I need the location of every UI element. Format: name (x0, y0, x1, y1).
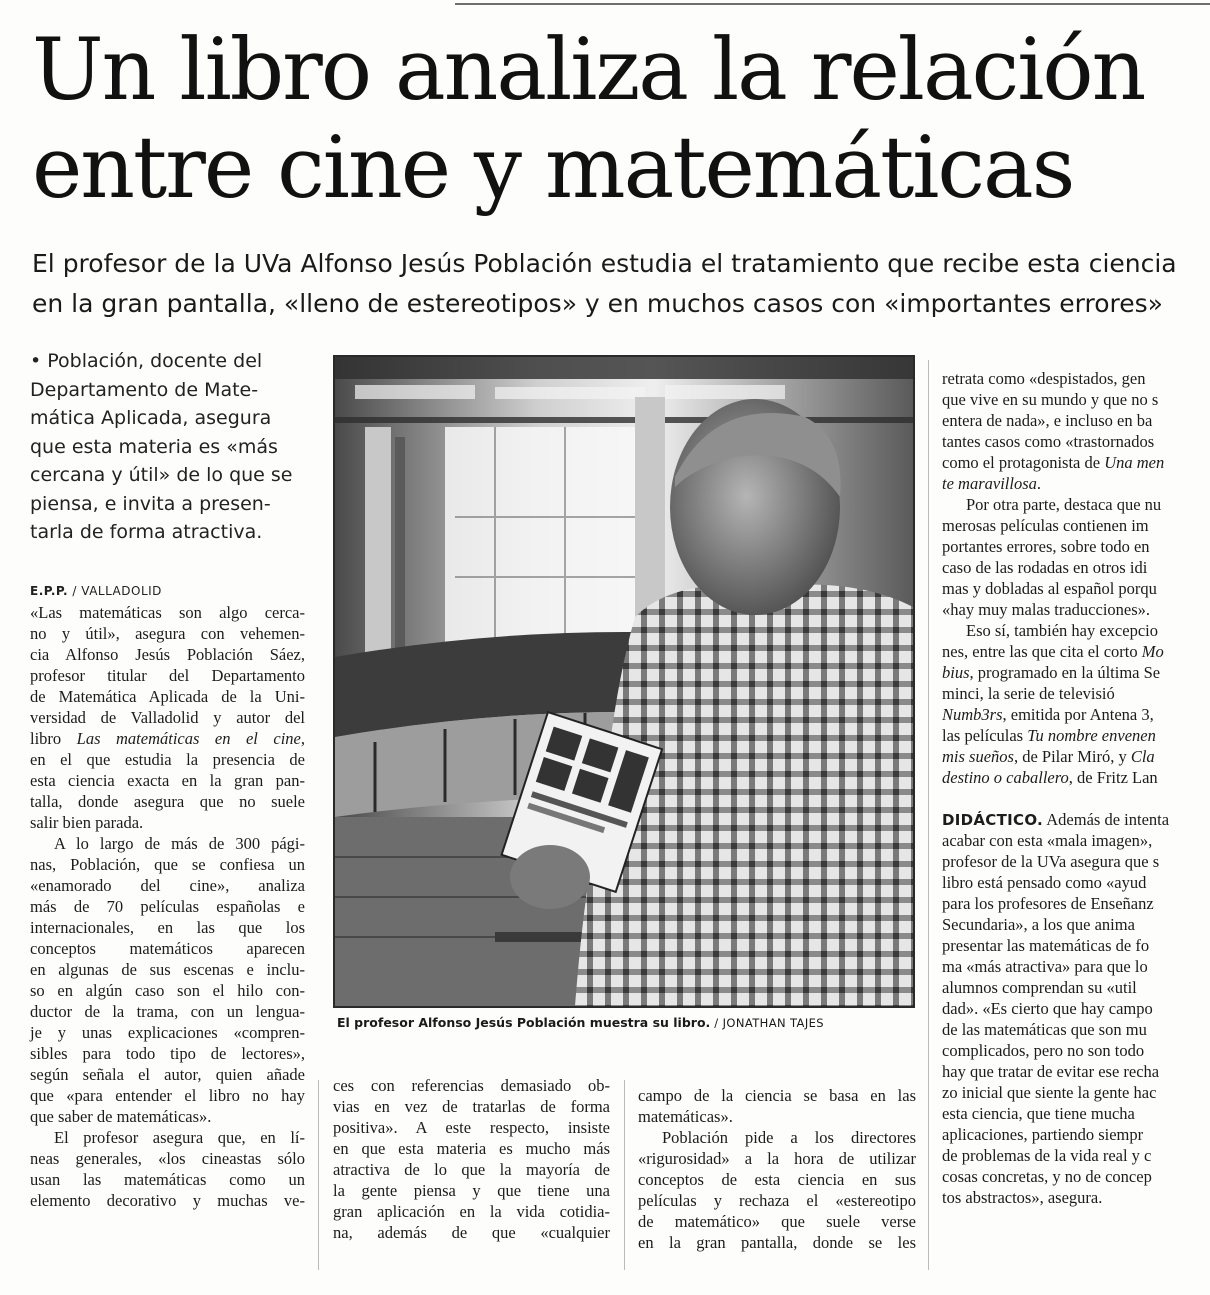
subheadline-line-1: El profesor de la UVa Alfonso Jesús Población estudia el tratamiento que recibe esta ciencia (32, 249, 1177, 278)
photo-credit: / JONATHAN TAJES (714, 1016, 824, 1030)
photo-illustration (335, 357, 913, 1006)
text-line: que «para entender el libro no hay (30, 1086, 305, 1105)
text-line: complicados, pero no son todo (942, 1041, 1145, 1060)
text-line: esta ciencia exacta en la gran pan- (30, 771, 305, 790)
text-line: internacionales, en las que los (30, 918, 305, 937)
text-line: no y útil», asegura con vehemen- (30, 624, 305, 643)
text-line: Secundaria», a los que anima (942, 915, 1135, 934)
text-line: de problemas de la vida real y c (942, 1146, 1152, 1165)
text-line: películas y rechaza el «estereotipo (638, 1191, 916, 1210)
text-line: Población pide a los directores (662, 1128, 916, 1147)
headline-line-2: entre cine y matemáticas (32, 119, 1074, 218)
top-rule (455, 3, 1210, 5)
text-line: profesor titular del Departamento (30, 666, 305, 685)
text-line: en que esta materia es mucho más (333, 1139, 610, 1158)
text-line: presentar las matemáticas de fo (942, 936, 1150, 955)
text-line: mas y dobladas al español porqu (942, 579, 1157, 598)
text-line: retrata como «despistados, gen (942, 369, 1146, 388)
text-line: Eso sí, también hay excepcio (966, 621, 1158, 640)
text-line: minci, la serie de televisió (942, 684, 1115, 703)
text-line: ces con referencias demasiado ob- (333, 1076, 610, 1095)
lead-line: • Población, docente del (30, 350, 263, 372)
text-line: en algunas de sus escenas e inclu- (30, 960, 305, 979)
subheadline-line-2: en la gran pantalla, «lleno de estereotipos» y en muchos casos con «importantes errores» (32, 289, 1163, 318)
lead-line: mática Aplicada, asegura (30, 407, 272, 429)
text-line: dad». «Es cierto que hay campo (942, 999, 1153, 1018)
text-line: entera de nada», e incluso en ba (942, 411, 1153, 430)
text-line: según señala el autor, quien añade (30, 1065, 305, 1084)
text-line: Por otra parte, destaca que nu (966, 495, 1162, 514)
text-line: versidad de Valladolid y autor del (30, 708, 305, 727)
column-divider (318, 1080, 319, 1270)
text-line: profesor de la UVa asegura que s (942, 852, 1160, 871)
photo-caption (337, 1015, 824, 1030)
text-line: tos abstractos», asegura. (942, 1188, 1103, 1207)
text-line: elemento decorativo y muchas ve- (30, 1191, 305, 1210)
text-line-film-title: te maravillosa. (942, 474, 1041, 493)
section-label: DIDÁCTICO. (942, 811, 1044, 829)
text-line: zo inicial que siente la gente hac (942, 1083, 1157, 1102)
text-line: vias en vez de tratarlas de forma (333, 1097, 610, 1116)
section-subhead-line: DIDÁCTICO. Además de intenta (942, 810, 1170, 829)
text-line: esta ciencia, que tiene mucha (942, 1104, 1135, 1123)
text-line: más de 70 películas españolas e (30, 897, 305, 916)
text-line: usan las matemáticas como un (30, 1170, 305, 1189)
text-line: «rigurosidad» a la hora de utilizar (638, 1149, 916, 1168)
text-line-film-title: como el protagonista de Una men (942, 453, 1165, 472)
lead-line: piensa, e invita a presen- (30, 492, 271, 515)
text-line: en el que estudia la presencia de (30, 750, 305, 769)
text-line: positiva». A este respecto, insiste (333, 1118, 610, 1137)
lead-line: que esta materia es «más (30, 435, 278, 458)
text-line: hay que tratar de evitar ese recha (942, 1062, 1160, 1081)
text-line: «enamorado del cine», analiza (30, 876, 305, 895)
text-line: aplicaciones, partiendo siempr (942, 1125, 1144, 1144)
text-line: nas, Población, que se confiesa un (30, 855, 305, 874)
article-column-3 (638, 1085, 916, 1253)
text-line: na, además de que «cualquier (333, 1223, 610, 1242)
text-line: conceptos matemáticos aparecen (30, 939, 305, 958)
text-line: campo de la ciencia se basa en las (638, 1086, 916, 1105)
text-line: cia Alfonso Jesús Población Sáez, (30, 645, 305, 664)
text-line: libro está pensado como «ayud (942, 873, 1147, 892)
text-line: je y unas explicaciones «compren- (30, 1023, 305, 1042)
text-line: conceptos de esta ciencia en sus (638, 1170, 916, 1189)
headline-line-1: Un libro analiza la relación (32, 21, 1145, 120)
text-line-book-title: libro Las matemáticas en el cine, (30, 729, 305, 748)
text-line: acabar con esta «mala imagen», (942, 831, 1153, 850)
text-line-series-title: Numb3rs, emitida por Antena 3, (942, 705, 1154, 724)
text-line: caso de las rodadas en otros idi (942, 558, 1148, 577)
article-column-2 (333, 1075, 610, 1243)
column-divider (928, 360, 929, 1270)
text-line: que vive en su mundo y que no s (942, 390, 1159, 409)
text-line: «hay muy malas traducciones». (942, 600, 1151, 619)
text-line: merosas películas contienen im (942, 516, 1149, 535)
lead-line: cercana y útil» de lo que se (30, 464, 293, 486)
text-line: El profesor asegura que, en lí- (54, 1128, 305, 1147)
text-line: de las matemáticas que son mu (942, 1020, 1147, 1039)
byline (30, 584, 162, 598)
text-line: «Las matemáticas son algo cerca- (30, 603, 305, 622)
text-line: atractiva de lo que la mayoría de (333, 1160, 610, 1179)
byline-location: / VALLADOLID (72, 584, 162, 598)
text-line: sibles para todo tipo de lectores», (30, 1044, 305, 1063)
byline-author: E.P.P. (30, 584, 69, 598)
text-line: A lo largo de más de 300 pági- (54, 834, 305, 853)
subheadline (32, 244, 1210, 324)
text-line-film-title: mis sueños, de Pilar Miró, y Cla (942, 747, 1155, 766)
text-line-film-title: las películas Tu nombre envenen (942, 726, 1156, 745)
text-line-film-title: destino o caballero, de Fritz Lan (942, 768, 1158, 787)
text-line: gran aplicación en la vida cotidia- (333, 1202, 610, 1221)
text-line: de Matemática Aplicada de la Uni- (30, 687, 305, 706)
text-line: ma «más atractiva» para que lo (942, 957, 1148, 976)
spacer-line (942, 788, 1210, 809)
text-line: para los profesores de Enseñanz (942, 894, 1154, 913)
text-line-film-title: bius, programado en la última Se (942, 663, 1161, 682)
lead-summary (30, 347, 300, 547)
lead-line: Departamento de Mate- (30, 378, 259, 401)
text-line: portantes errores, sobre todo en (942, 537, 1150, 556)
text-line: de matemático» que suele verse (638, 1212, 916, 1231)
column-divider (624, 1080, 625, 1270)
article-photo (333, 355, 915, 1008)
text-line-film-title: nes, entre las que cita el corto Mo (942, 642, 1164, 661)
caption-text: El profesor Alfonso Jesús Población muestra su libro. (337, 1015, 711, 1030)
text-line: salir bien parada. (30, 813, 144, 832)
text-line: tantes casos como «trastornados (942, 432, 1155, 451)
text-line: en la gran pantalla, donde se les (638, 1233, 916, 1252)
article-column-4 (942, 368, 1210, 1208)
text-line: so en algún caso son el hilo con- (30, 981, 305, 1000)
text-line: la gente piensa y que tiene una (333, 1181, 610, 1200)
text-line: ductor de la trama, con un lengua- (30, 1002, 305, 1021)
text-line: que saber de matemáticas». (30, 1107, 212, 1126)
text-line: neas generales, «los cineastas sólo (30, 1149, 305, 1168)
headline (32, 22, 1202, 218)
text-line: cosas concretas, y no de concep (942, 1167, 1152, 1186)
lead-line: tarla de forma atractiva. (30, 521, 263, 543)
text-line: alumnos comprendan su «util (942, 978, 1137, 997)
article-column-1 (30, 602, 305, 1211)
text-line: talla, donde asegura que no suele (30, 792, 305, 811)
text-line: matemáticas». (638, 1107, 733, 1126)
